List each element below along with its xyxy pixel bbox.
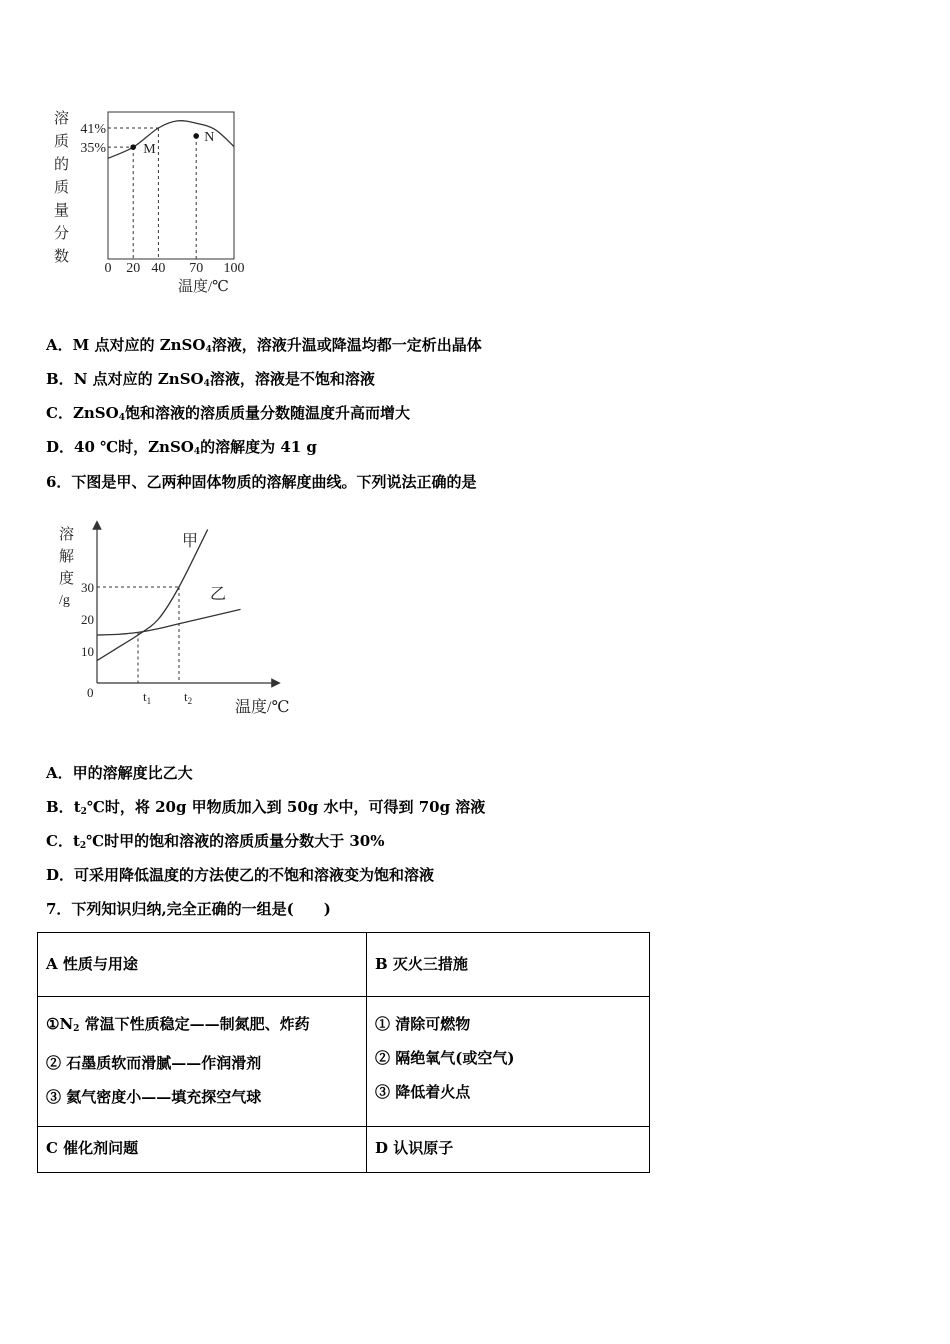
cell-text: 常温下性质稳定——制氮肥、炸药 bbox=[79, 1015, 310, 1033]
cell-a-head bbox=[38, 933, 367, 997]
cell-text: C 催化剂问题 bbox=[46, 1139, 139, 1157]
option-letter: C． bbox=[46, 404, 73, 422]
cell-text: ② 隔绝氧气(或空气) bbox=[375, 1049, 515, 1067]
subscript: 4 bbox=[193, 447, 201, 457]
point-m-label: M bbox=[143, 142, 156, 158]
option-text: 40 ℃时，ZnSO bbox=[74, 438, 194, 456]
cell-c-head bbox=[38, 1127, 367, 1173]
option-text: 的溶解度为 41 g bbox=[200, 438, 317, 456]
cell-d-head bbox=[367, 1127, 650, 1173]
y-tick-label: 30 bbox=[81, 580, 94, 595]
cell-text: D 认识原子 bbox=[375, 1139, 454, 1157]
x-tick-t1: $t_1$ bbox=[143, 689, 152, 706]
option-text: N 点对应的 ZnSO bbox=[73, 370, 204, 388]
x-axis-label: 温度/℃ bbox=[178, 279, 229, 295]
y-label-char: 质 bbox=[54, 134, 70, 150]
y-label-char: /g bbox=[59, 593, 70, 608]
option-letter: A． bbox=[46, 764, 73, 782]
cell-text: ③ 降低着火点 bbox=[375, 1083, 471, 1101]
cell-text: ① 清除可燃物 bbox=[375, 1015, 471, 1033]
x-tick-label: 40 bbox=[151, 261, 166, 276]
option-letter: B． bbox=[46, 370, 74, 388]
q5-option-d[interactable] bbox=[46, 437, 317, 462]
q6-option-c[interactable] bbox=[46, 831, 384, 856]
option-text: 甲的溶解度比乙大 bbox=[72, 764, 193, 782]
y-label-char: 量 bbox=[54, 203, 70, 219]
cell-text bbox=[46, 1007, 358, 1046]
table-row bbox=[38, 997, 650, 1127]
zinc-sulfate-curve bbox=[108, 121, 234, 159]
y-label-char: 分 bbox=[54, 226, 70, 242]
cell-text: B 灭火三措施 bbox=[375, 955, 468, 973]
option-letter: B． bbox=[46, 798, 74, 816]
y-tick-label: 10 bbox=[81, 644, 94, 659]
cell-text: ①N bbox=[46, 1015, 74, 1033]
subscript: 2 bbox=[79, 841, 87, 851]
option-text: M 点对应的 ZnSO bbox=[72, 336, 206, 354]
y-label-char: 解 bbox=[59, 549, 75, 565]
y-tick-label: 20 bbox=[81, 612, 94, 627]
cell-text: ③ 氦气密度小——填充探空气球 bbox=[46, 1088, 262, 1106]
q6-option-b[interactable] bbox=[46, 797, 485, 822]
x-axis-label: 温度/℃ bbox=[235, 699, 290, 716]
origin-label: 0 bbox=[87, 685, 94, 700]
x-tick-label: 0 bbox=[104, 261, 112, 276]
curve-yi bbox=[97, 609, 241, 635]
y-label-char: 溶 bbox=[59, 527, 75, 543]
option-text: t bbox=[73, 798, 81, 816]
cell-text: ② 石墨质软而滑腻——作润滑剂 bbox=[46, 1054, 262, 1072]
mass-fraction-chart bbox=[40, 100, 260, 300]
subscript: 2 bbox=[73, 1024, 80, 1034]
subscript: 4 bbox=[205, 345, 212, 355]
plot-frame bbox=[108, 112, 234, 259]
q5-option-b[interactable] bbox=[46, 369, 375, 394]
point-n-label: N bbox=[204, 129, 215, 145]
y-tick-label: 41% bbox=[80, 121, 106, 137]
q6-option-a[interactable] bbox=[46, 763, 193, 783]
y-label-char: 的 bbox=[54, 157, 70, 173]
cell-b-body bbox=[367, 997, 650, 1127]
y-label-char: 度 bbox=[59, 571, 75, 587]
q6-option-d[interactable] bbox=[46, 865, 434, 885]
x-tick-label: 70 bbox=[189, 261, 204, 276]
option-text: 溶液，溶液升温或降温均都一定析出晶体 bbox=[211, 336, 482, 354]
option-letter: D． bbox=[46, 438, 75, 456]
option-text: 可采用降低温度的方法使乙的不饱和溶液变为饱和溶液 bbox=[74, 866, 435, 884]
y-label-char: 溶 bbox=[54, 111, 70, 127]
curve-label-jia: 甲 bbox=[182, 533, 199, 550]
option-letter: D． bbox=[46, 866, 75, 884]
table-row bbox=[38, 933, 650, 997]
q5-option-a[interactable] bbox=[46, 335, 482, 360]
table-row bbox=[38, 1127, 650, 1173]
point-n bbox=[193, 133, 199, 139]
x-tick-label: 20 bbox=[126, 261, 141, 276]
q6-stem: 6．下图是甲、乙两种固体物质的溶解度曲线。下列说法正确的是 bbox=[46, 473, 477, 491]
option-letter: A． bbox=[46, 336, 73, 354]
knowledge-table bbox=[37, 932, 650, 1173]
y-label-char: 数 bbox=[54, 249, 70, 265]
y-tick-label: 35% bbox=[80, 141, 106, 157]
y-label-char: 质 bbox=[54, 180, 70, 196]
q7-stem: 7．下列知识归纳,完全正确的一组是( ) bbox=[46, 900, 331, 918]
subscript: 2 bbox=[80, 807, 87, 817]
option-text: ZnSO bbox=[72, 404, 119, 422]
cell-b-head bbox=[367, 933, 650, 997]
point-m bbox=[130, 144, 136, 150]
option-letter: C． bbox=[46, 832, 73, 850]
solubility-chart bbox=[50, 515, 310, 720]
cell-a-body bbox=[38, 997, 367, 1127]
option-text: ℃时，将 20g 甲物质加入到 50g 水中，可得到 70g 溶液 bbox=[86, 798, 486, 816]
option-text: ℃时甲的饱和溶液的溶质质量分数大于 30% bbox=[86, 832, 385, 850]
subscript: 4 bbox=[118, 413, 125, 423]
option-text: 饱和溶液的溶质质量分数随温度升高而增大 bbox=[124, 404, 410, 422]
x-tick-t2: $t_2$ bbox=[184, 689, 193, 706]
option-text: 溶液，溶液是不饱和溶液 bbox=[209, 370, 375, 388]
option-text: t bbox=[72, 832, 80, 850]
cell-text: A 性质与用途 bbox=[46, 955, 138, 973]
curve-label-yi: 乙 bbox=[210, 586, 227, 603]
x-tick-label: 100 bbox=[223, 261, 245, 276]
subscript: 4 bbox=[203, 379, 210, 389]
q5-option-c[interactable] bbox=[46, 403, 410, 428]
